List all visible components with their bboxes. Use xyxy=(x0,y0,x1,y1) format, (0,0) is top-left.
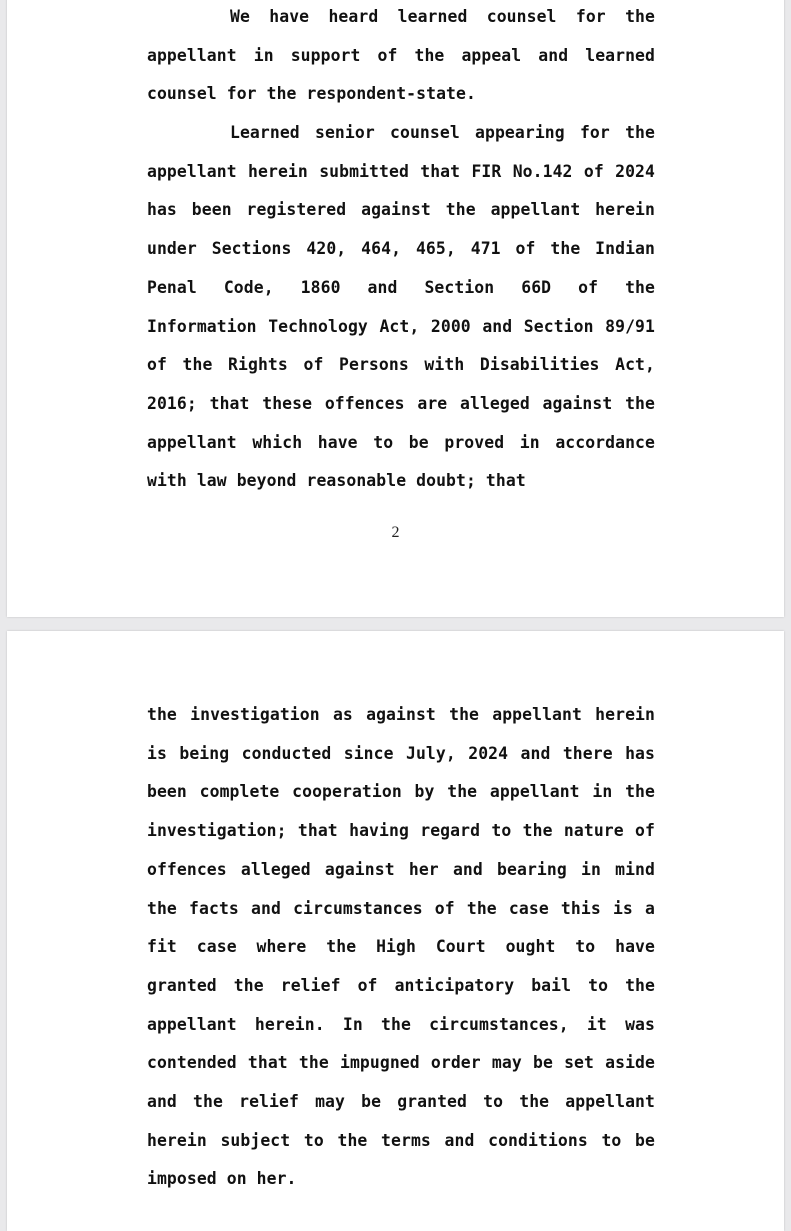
paragraph-heard-counsel: We have heard learned counsel for the appellant in support of the appeal and learned counsel for the respondent-state. xyxy=(147,7,655,104)
paragraph-senior-counsel-submission: Learned senior counsel appearing for the appellant herein submitted that FIR No.142 of 2024 has been registered against the appellant herein under Sections 420, 464, 465, 471 of the Indian Penal Code, 1860 and Section 66D of the Information Technology Act, 2000 and Section 89/91 of the Rights of Persons with Disabilities Act, 2016; that these offences are alleged against the appellant which have to be proved in accordance with law beyond reasonable doubt; that xyxy=(147,123,655,491)
document-page-2 xyxy=(7,631,784,1231)
page-number: 2 xyxy=(391,524,400,541)
paragraph-investigation-continued: the investigation as against the appellant herein is being conducted since July, 2024 and there has been complete cooperation by the appellant in the investigation; that having regard to the nature of offences alleged against her and bearing in mind the facts and circumstances of the case this is a fit case where the High Court ought to have granted the relief of anticipatory bail to the appellant herein. In the circumstances, it was contended that the impugned order may be set aside and the relief may be granted to the appellant herein subject to the terms and conditions to be imposed on her. xyxy=(147,705,655,1189)
document-page-1 xyxy=(7,0,784,617)
